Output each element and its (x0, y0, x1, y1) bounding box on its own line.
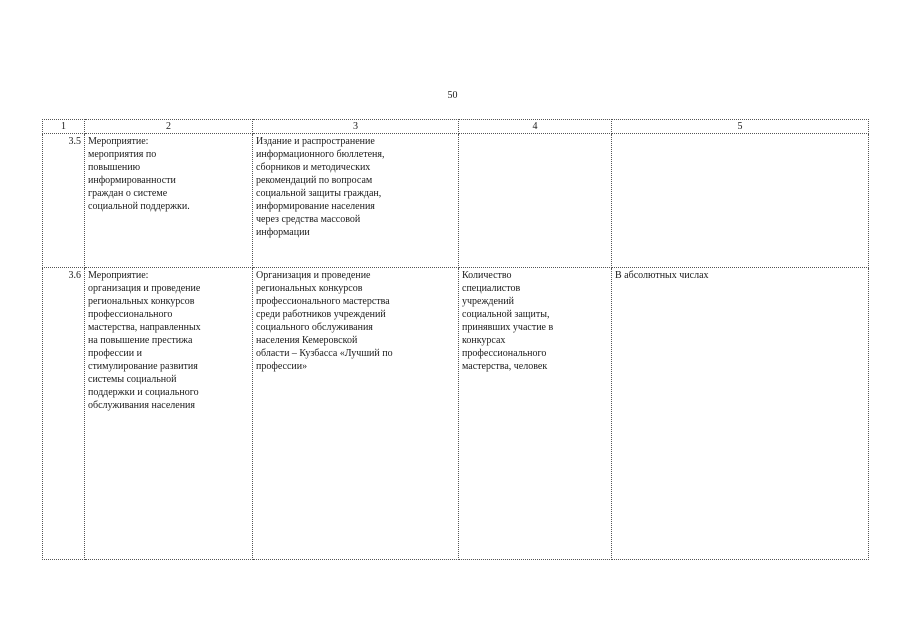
header-cell-1: 1 (43, 120, 85, 134)
description-cell: Организация и проведение региональных конкурсов профессионального мастерства среди работников учреждений социального обслуживания населения Кемеровской области – Кузбасса «Лучший по профессии» (253, 268, 459, 560)
row-number: 3.5 (43, 134, 85, 268)
description-cell: Издание и распространение информационного бюллетеня, сборников и методических рекомендаций по вопросам социальной защиты граждан, информирование населения через средства массовой информации (253, 134, 459, 268)
event-cell: Мероприятие: организация и проведение региональных конкурсов профессионального мастерства, направленных на повышение престижа профессии и стимулирование развития системы социальной поддержки и социального обслуживания населения (85, 268, 253, 560)
table-row (43, 134, 869, 268)
event-cell: Мероприятие: мероприятия по повышению информированности граждан о системе социальной поддержки. (85, 134, 253, 268)
row-number: 3.6 (43, 268, 85, 560)
measures-table (42, 119, 869, 560)
table-header-row (43, 120, 869, 134)
header-cell-2: 2 (85, 120, 253, 134)
header-cell-5: 5 (612, 120, 869, 134)
header-cell-3: 3 (253, 120, 459, 134)
page-number: 50 (447, 90, 458, 101)
unit-cell: В абсолютных числах (612, 268, 869, 560)
unit-cell (612, 134, 869, 268)
table-row (43, 268, 869, 560)
indicator-cell (459, 134, 612, 268)
header-cell-4: 4 (459, 120, 612, 134)
indicator-cell: Количество специалистов учреждений социальной защиты, принявших участие в конкурсах профессионального мастерства, человек (459, 268, 612, 560)
